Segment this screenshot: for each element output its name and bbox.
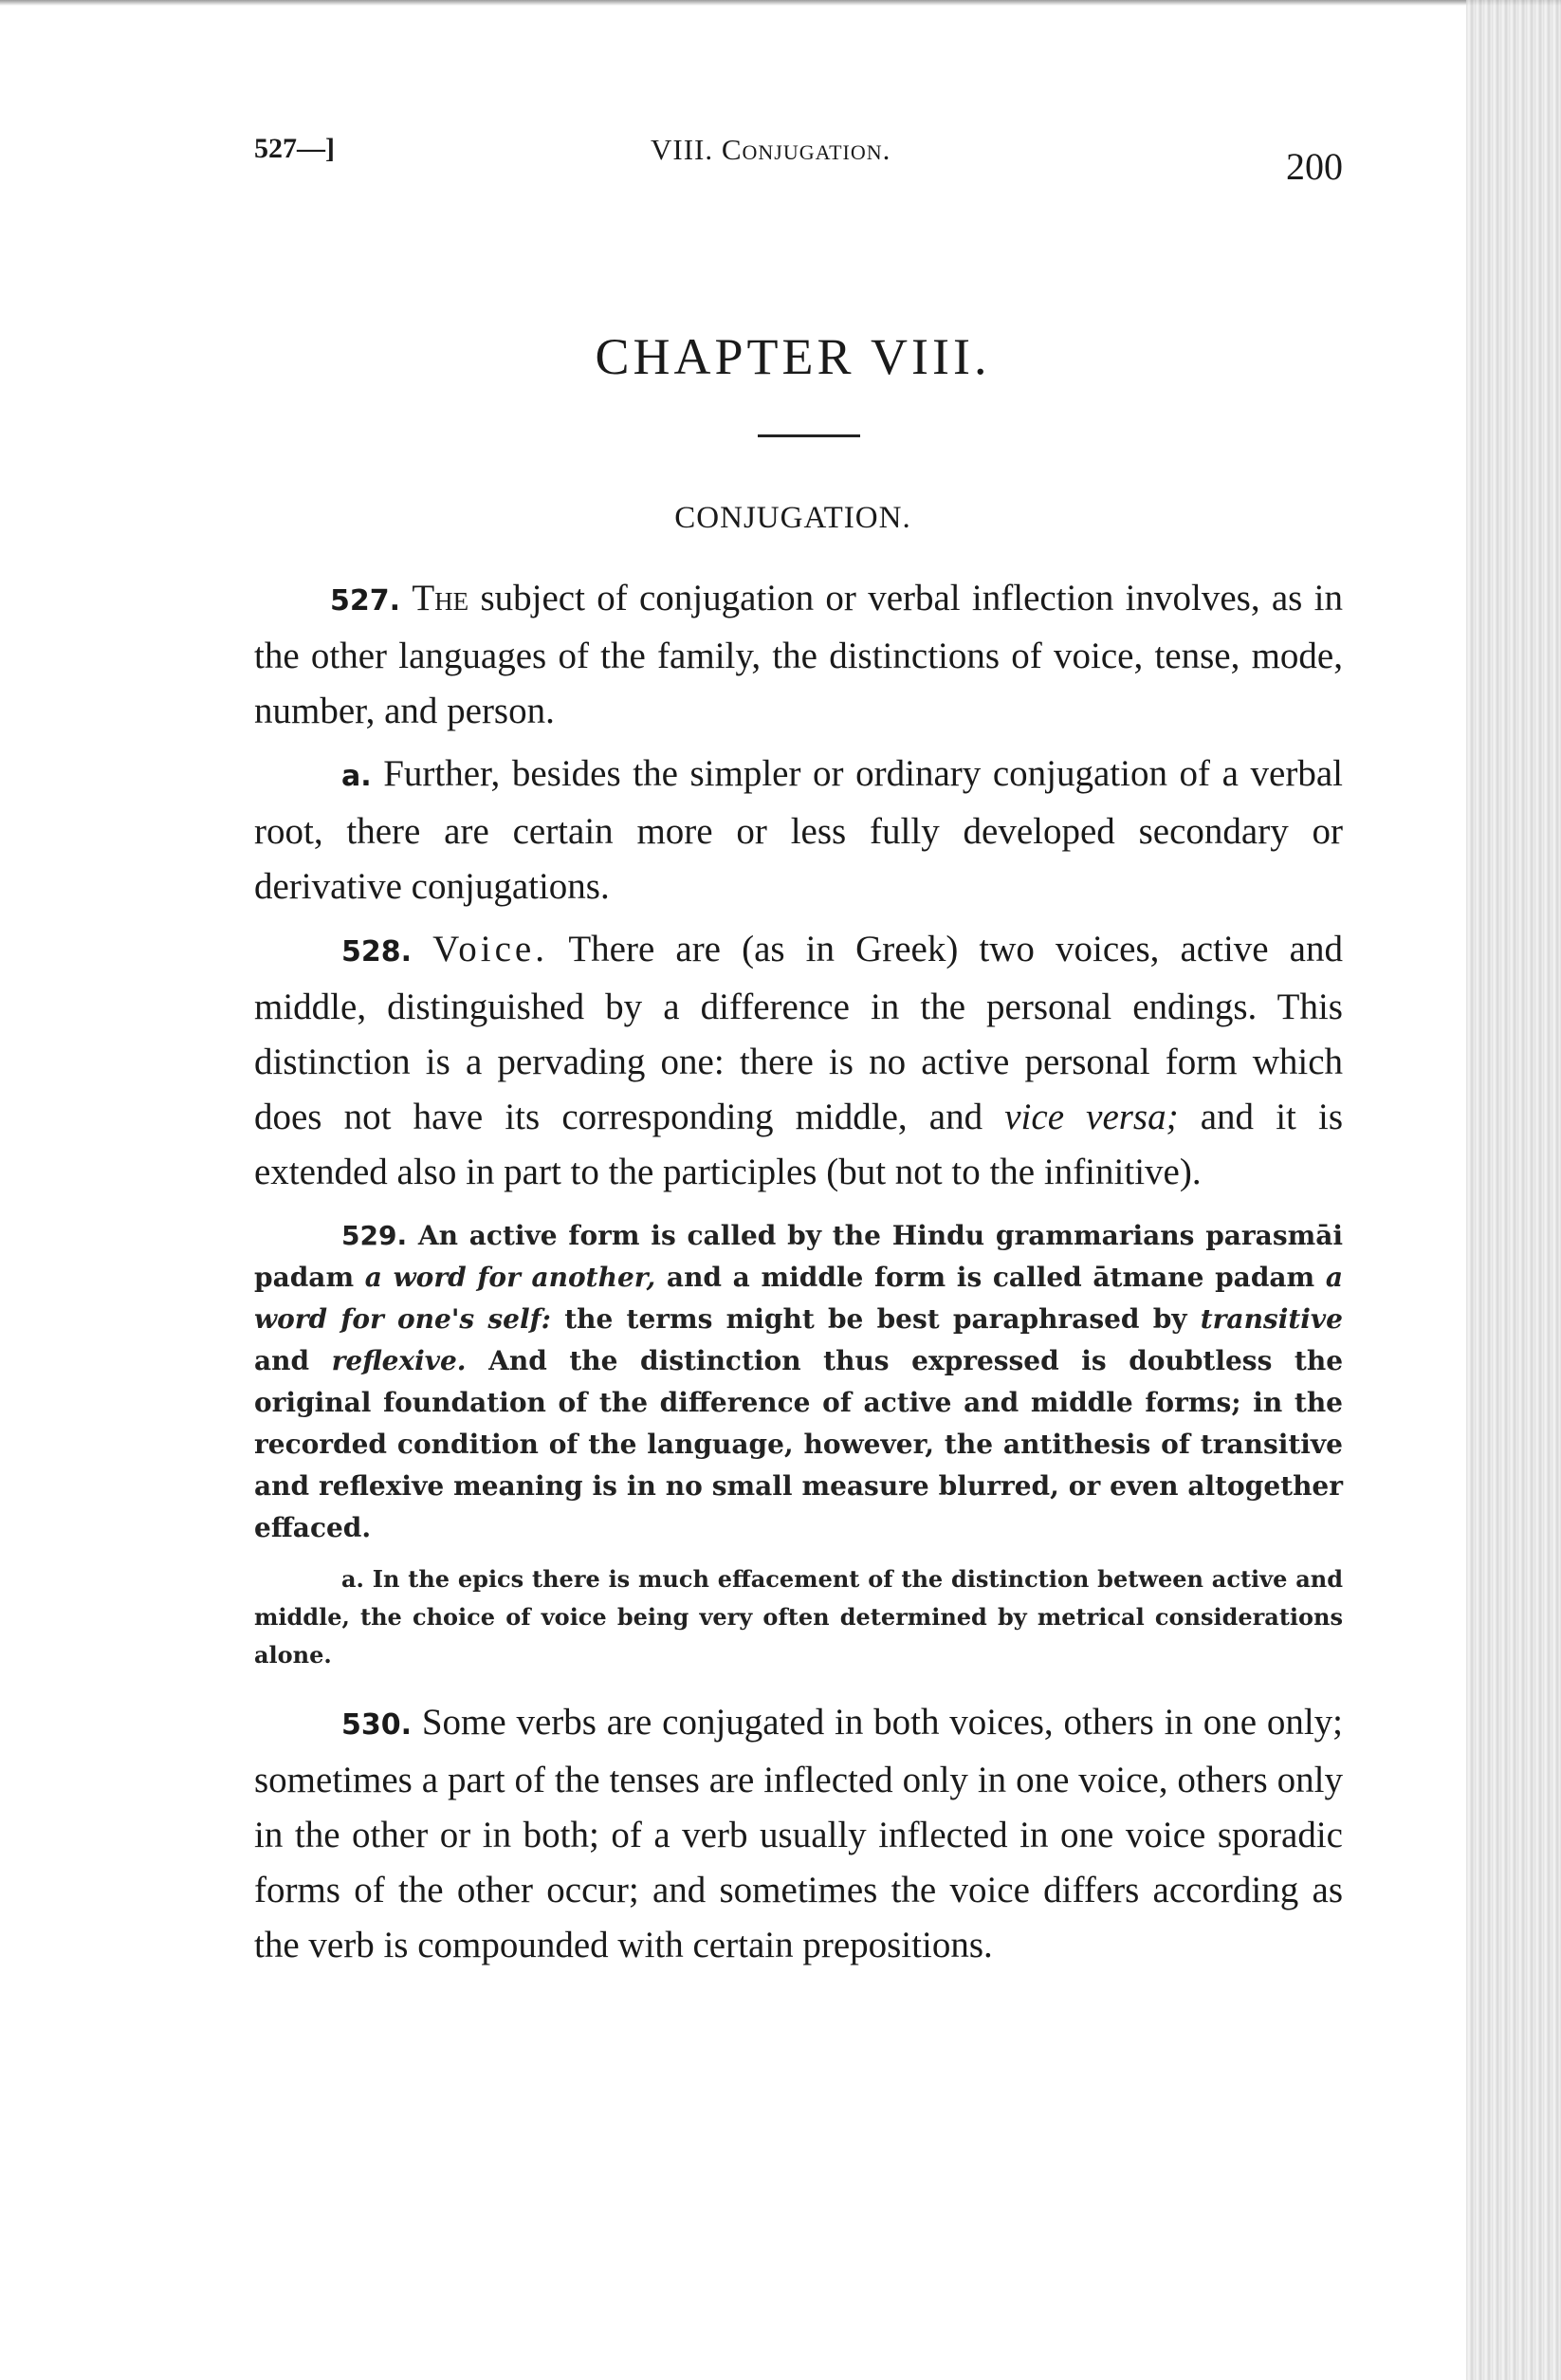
paragraph-528 xyxy=(254,922,1343,1200)
italic-phrase: vice versa; xyxy=(1004,1097,1179,1137)
paragraph-text: Some verbs are conjugated in both voices, others in one only; sometimes a part of the tenses are inflected only in one voice, others only in the other or in both; of a verb usually inflected in one voice sporadic forms of the other occur; and sometimes the voice differs according as the verb is compounded with certain prepositions. xyxy=(254,1702,1343,1965)
paragraph-527 xyxy=(254,571,1343,739)
paragraph-text: And the distinction thus expressed is doubtless the original foundation of the difference of active and middle forms; in the recorded condition of the language, however, the antithesis of transitive and reflexive meaning is in no small measure blurred, or even altogether effaced. xyxy=(254,1345,1344,1543)
scan-edge-top xyxy=(0,0,1561,6)
paragraph-text: the terms might be best paraphrased by xyxy=(551,1303,1201,1335)
section-number: 527. xyxy=(330,584,401,618)
paragraph-527a xyxy=(254,747,1343,914)
paragraph-text: There are (as in Greek) two voices, active and middle, distinguished by a difference in the personal endings. This distinction is a pervading one: there is no active personal form which does not have its corresponding middle, and xyxy=(254,929,1343,1137)
italic-phrase: reflexive. xyxy=(331,1345,467,1376)
paragraph-530 xyxy=(254,1695,1343,1973)
italic-phrase: transitive xyxy=(1200,1303,1343,1335)
section-number: 529. xyxy=(341,1220,408,1251)
paragraph-text: In the epics there is much effacement of the distinction between active and middle, the choice of voice being very often determined by metrical considerations alone. xyxy=(254,1565,1343,1669)
page-number: 200 xyxy=(1286,145,1343,188)
paragraph-text: and it is extended also in part to the participles (but not to the infinitive). xyxy=(254,1097,1344,1192)
lead-word: The xyxy=(412,578,469,618)
italic-phrase: a word for one's self: xyxy=(254,1262,1343,1335)
subsection-label: a. xyxy=(341,760,372,793)
paragraph-529a xyxy=(254,1560,1343,1674)
section-heading: CONJUGATION. xyxy=(674,501,911,535)
paragraph-text: subject of conjugation or verbal inflection involves, as in the other languages of the family, the distinctions of voice, tense, mode, number, and person. xyxy=(254,578,1343,731)
paragraph-text: Further, besides the simpler or ordinary conjugation of a verbal root, there are certain more or less fully developed secondary or derivative conjugations. xyxy=(254,753,1343,907)
paragraph-text: and a middle form is called ātmane padam xyxy=(655,1262,1326,1293)
chapter-title: CHAPTER VIII. xyxy=(595,328,991,385)
subsection-label: a. xyxy=(341,1565,364,1593)
term-voice: Voice. xyxy=(432,929,548,969)
section-number: 528. xyxy=(341,935,413,969)
running-head-section-ref: 527—] xyxy=(254,133,335,164)
body-text xyxy=(254,571,1343,1981)
section-number: 530. xyxy=(341,1708,413,1742)
paragraph-text: and xyxy=(254,1345,332,1376)
chapter-divider xyxy=(758,434,860,437)
italic-phrase: a word for another, xyxy=(364,1262,656,1293)
paragraph-text: An active form is called by the Hindu grammarians parasmāi padam xyxy=(254,1220,1343,1293)
paragraph-529 xyxy=(254,1215,1343,1549)
running-head-title: VIII. Conjugation. xyxy=(651,133,891,166)
running-head xyxy=(243,133,1343,190)
scan-edge-right xyxy=(1466,0,1561,2380)
